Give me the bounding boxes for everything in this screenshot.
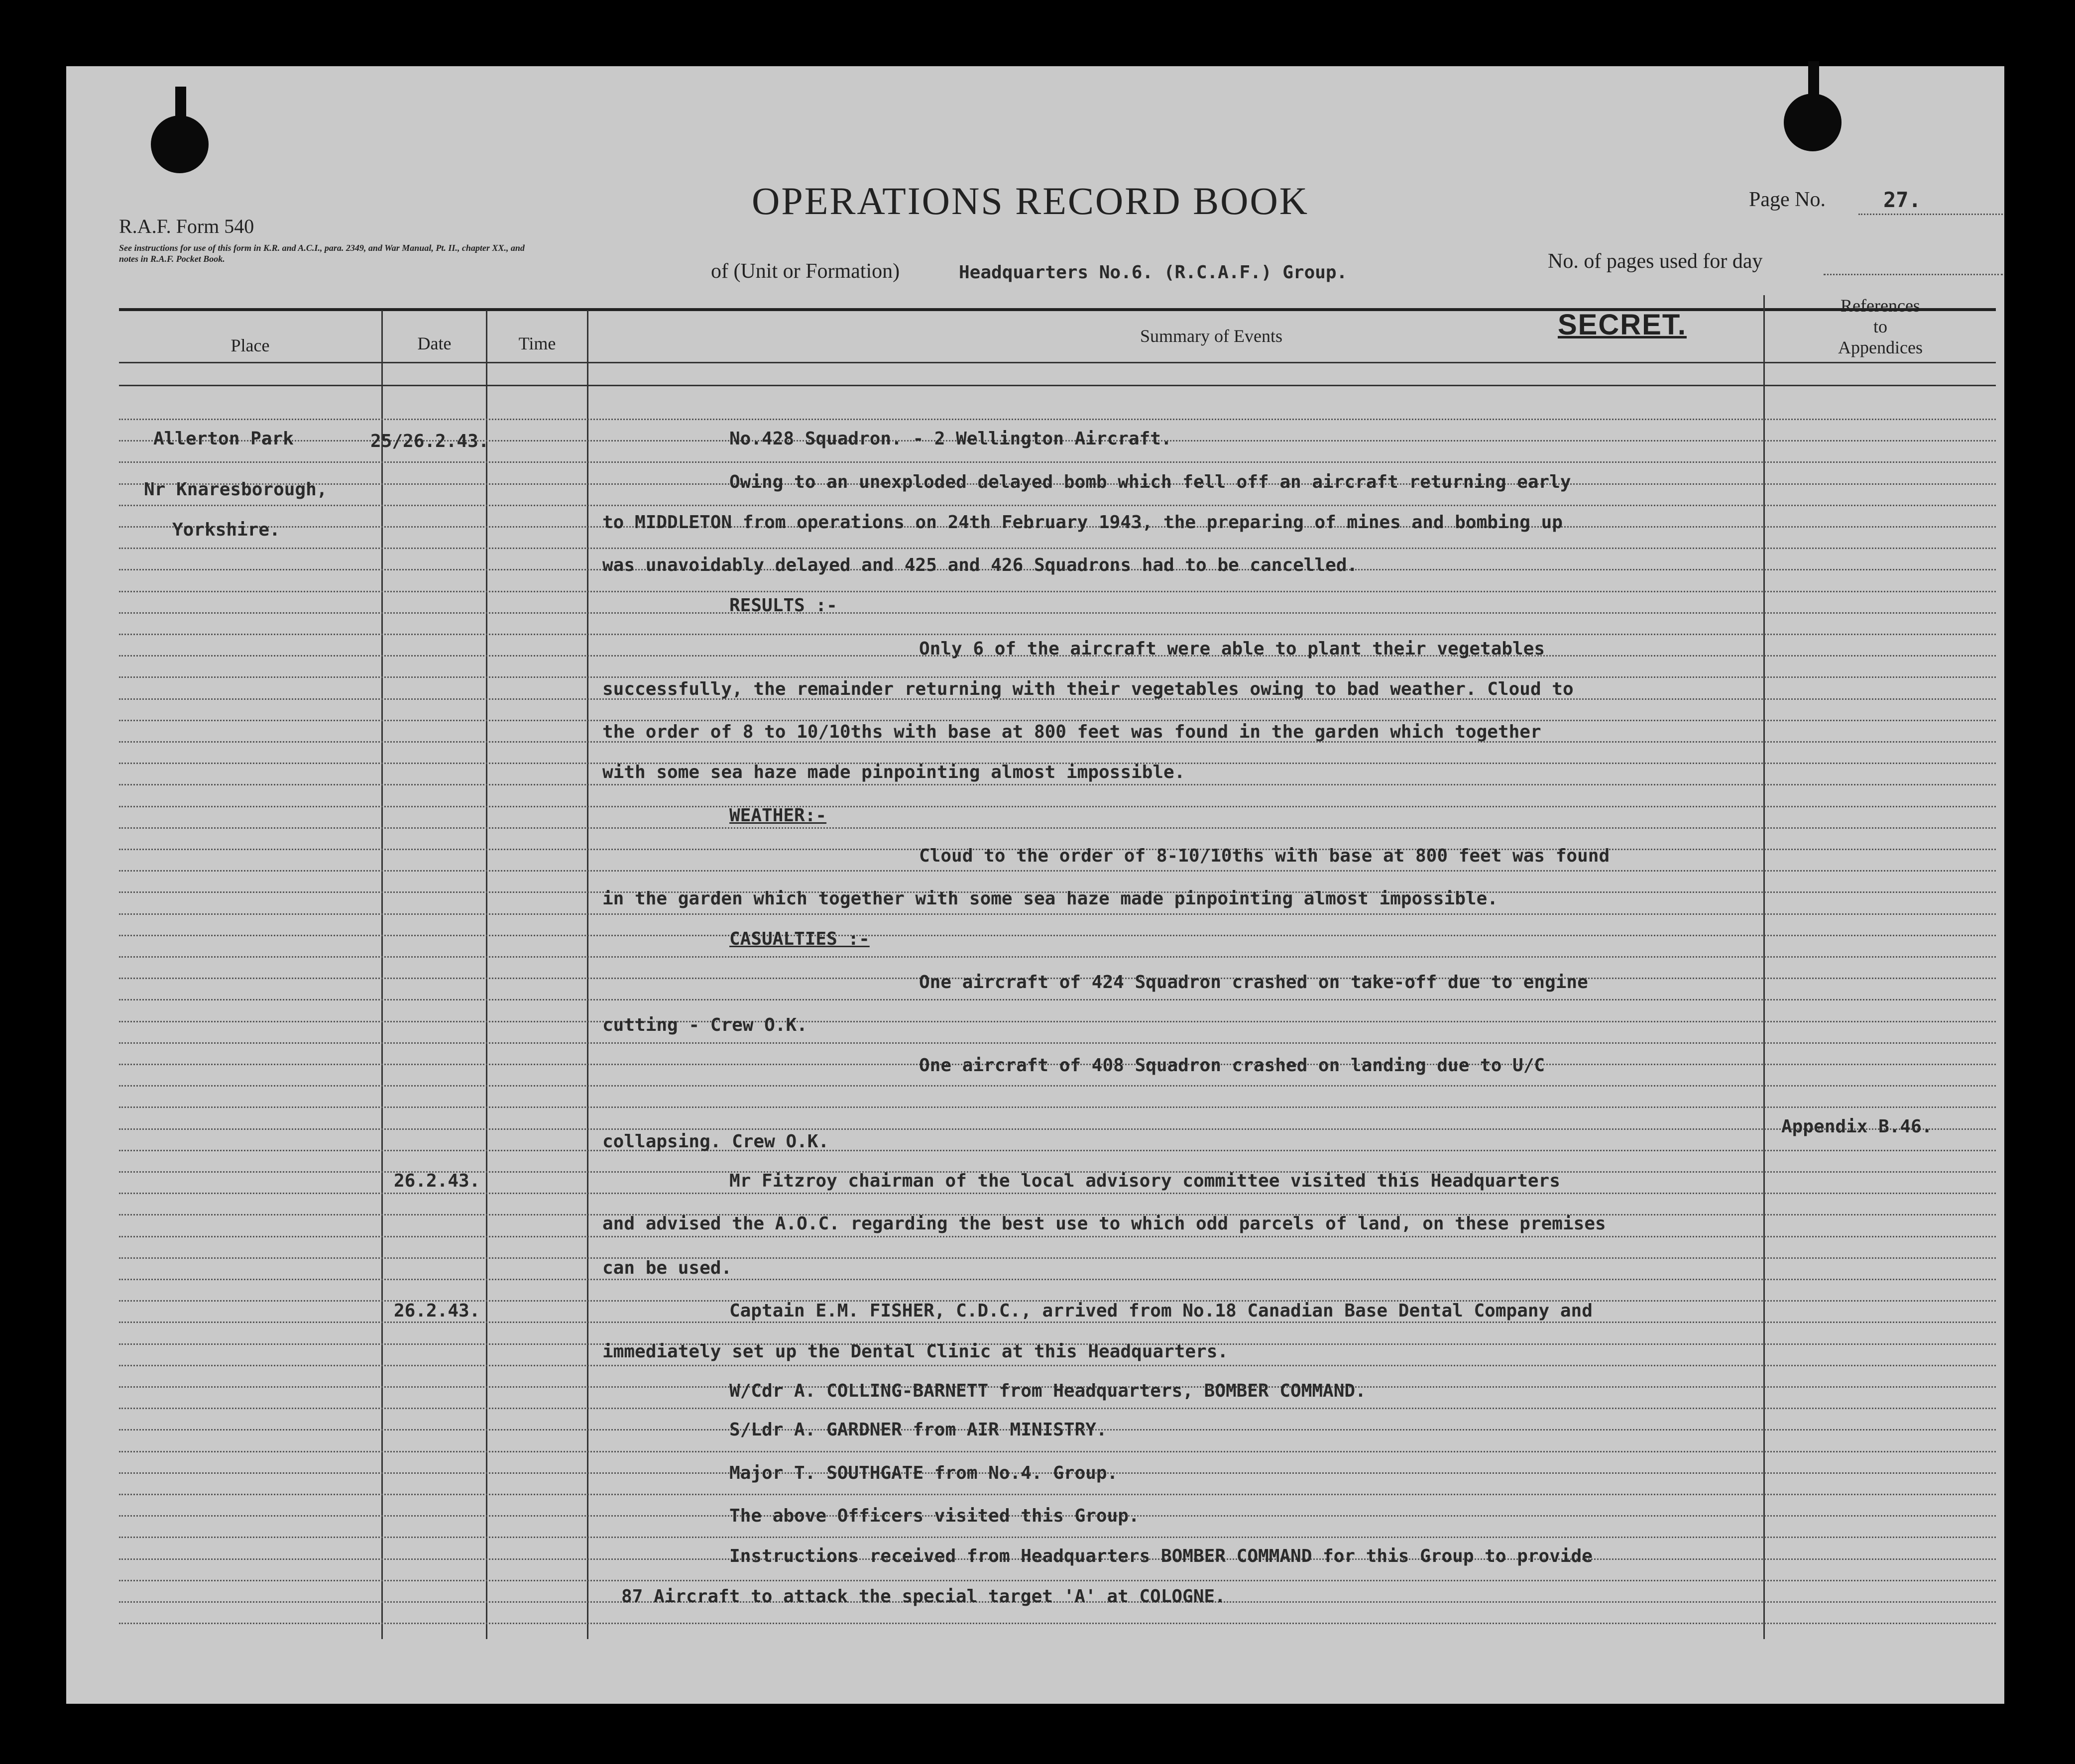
ruled-line	[119, 1021, 1996, 1022]
body-rule-top	[119, 385, 1996, 386]
ruled-line	[119, 1042, 1996, 1044]
place-line: Yorkshire.	[172, 520, 280, 540]
ruled-line	[119, 676, 1996, 678]
ruled-line	[119, 1322, 1996, 1323]
ruled-line	[119, 1150, 1996, 1151]
summary-line: RESULTS :-	[729, 595, 837, 616]
page-no-line	[1858, 214, 2003, 215]
summary-line: Owing to an unexploded delayed bomb which fell off an aircraft returning early	[729, 472, 1571, 492]
summary-line: and advised the A.O.C. regarding the best use to which odd parcels of land, on these premises	[602, 1213, 1606, 1234]
col-divider-place	[381, 310, 383, 1639]
summary-line: Captain E.M. FISHER, C.D.C., arrived from No.18 Canadian Base Dental Company and	[729, 1301, 1593, 1321]
col-divider-summary	[1763, 295, 1765, 1639]
ruled-line	[119, 1279, 1996, 1280]
classification-stamp: SECRET.	[1558, 309, 1687, 341]
summary-line: was unavoidably delayed and 425 and 426 Squadrons had to be cancelled.	[602, 555, 1358, 575]
page-no-label: Page No.	[1749, 188, 1826, 211]
summary-line: with some sea haze made pinpointing almost impossible.	[602, 762, 1185, 782]
ruled-line	[119, 870, 1996, 872]
date-entry: 25/26.2.43.	[370, 431, 489, 451]
ruled-line	[119, 1408, 1996, 1409]
ruled-line	[119, 784, 1996, 785]
instruction-note: See instructions for use of this form in K.R. and A.C.I., para. 2349, and War Manual, Pt. II., chapter XX., and notes in R.A.F. Pocket Book.	[119, 243, 525, 264]
binder-hole-right	[1784, 94, 1842, 151]
ruled-line	[119, 634, 1996, 635]
summary-line: S/Ldr A. GARDNER from AIR MINISTRY.	[729, 1420, 1107, 1440]
header-rule-top	[119, 308, 1996, 311]
ruled-line	[119, 1494, 1996, 1495]
pages-used-line	[1824, 274, 2003, 275]
summary-line: successfully, the remainder returning with their vegetables owing to bad weather. Cloud to	[602, 679, 1574, 699]
date-entry: 26.2.43.	[394, 1171, 480, 1191]
ruled-line	[119, 1365, 1996, 1366]
ruled-line	[119, 419, 1996, 420]
col-head-time: Time	[518, 333, 556, 353]
col-head-references-3: Appendices	[1838, 337, 1923, 357]
summary-line: Only 6 of the aircraft were able to plant their vegetables	[919, 639, 1545, 659]
ruled-line	[119, 956, 1996, 958]
ruled-line	[119, 1128, 1996, 1130]
summary-line: the order of 8 to 10/10ths with base at 800 feet was found in the garden which together	[602, 722, 1541, 742]
ruled-line	[119, 720, 1996, 721]
page-title: OPERATIONS RECORD BOOK	[752, 179, 1309, 222]
ruled-line	[119, 1623, 1996, 1624]
summary-line: Cloud to the order of 8-10/10ths with base at 800 feet was found	[919, 846, 1610, 866]
col-head-date: Date	[417, 333, 452, 353]
form-sheet	[66, 66, 2004, 1704]
summary-line: One aircraft of 408 Squadron crashed on landing due to U/C	[919, 1055, 1545, 1076]
ruled-line	[119, 1451, 1996, 1452]
ruled-line	[119, 1580, 1996, 1581]
ruled-line	[119, 461, 1996, 463]
ruled-line	[119, 612, 1996, 614]
col-head-references-2: to	[1873, 317, 1887, 336]
unit-value: Headquarters No.6. (R.C.A.F.) Group.	[959, 262, 1348, 283]
summary-line: One aircraft of 424 Squadron crashed on take-off due to engine	[919, 972, 1588, 992]
summary-line: can be used.	[602, 1258, 732, 1278]
summary-line: The above Officers visited this Group.	[729, 1506, 1140, 1526]
summary-heading: WEATHER:-	[729, 805, 827, 826]
summary-line: in the garden which together with some sea haze made pinpointing almost impossible.	[602, 888, 1498, 909]
summary-line: collapsing. Crew O.K.	[602, 1131, 829, 1152]
summary-line: Instructions received from Headquarters BOMBER COMMAND for this Group to provide	[729, 1546, 1593, 1566]
col-divider-time	[587, 310, 588, 1639]
summary-line: W/Cdr A. COLLING-BARNETT from Headquarters, BOMBER COMMAND.	[729, 1381, 1366, 1401]
pages-used-label: No. of pages used for day	[1548, 250, 1763, 273]
ruled-line	[119, 548, 1996, 549]
date-entry: 26.2.43.	[394, 1301, 480, 1321]
ruled-line	[119, 1257, 1996, 1259]
summary-line: No.428 Squadron. - 2 Wellington Aircraft.	[729, 429, 1172, 449]
place-line: Nr Knaresborough,	[144, 479, 328, 500]
form-name: R.A.F. Form 540	[119, 215, 254, 237]
summary-line: cutting - Crew O.K.	[602, 1015, 807, 1035]
ruled-line	[119, 1537, 1996, 1538]
header-rule-bottom	[119, 362, 1996, 363]
summary-line: 87 Aircraft to attack the special target 'A' at COLOGNE.	[621, 1586, 1226, 1607]
binder-hole-left	[151, 115, 209, 173]
ruled-line	[119, 913, 1996, 915]
ruled-line	[119, 999, 1996, 1000]
col-divider-date	[486, 310, 487, 1639]
ruled-line	[119, 591, 1996, 592]
ruled-line	[119, 1193, 1996, 1194]
ruled-line	[119, 935, 1996, 936]
ruled-line	[119, 1236, 1996, 1237]
summary-line: Major T. SOUTHGATE from No.4. Group.	[729, 1463, 1118, 1483]
ruled-line	[119, 806, 1996, 807]
col-head-summary: Summary of Events	[1140, 326, 1282, 346]
ruled-line	[119, 827, 1996, 829]
ruled-line	[119, 1085, 1996, 1087]
unit-label: of (Unit or Formation)	[711, 260, 900, 283]
col-head-references-1: References	[1841, 296, 1920, 316]
summary-line: to MIDDLETON from operations on 24th February 1943, the preparing of mines and bombing up	[602, 512, 1563, 533]
place-line: Allerton Park	[153, 429, 294, 449]
col-head-place: Place	[231, 335, 270, 355]
summary-line: Mr Fitzroy chairman of the local advisory committee visited this Headquarters	[729, 1171, 1560, 1191]
appendix-reference: Appendix B.46.	[1781, 1116, 1933, 1137]
ruled-line	[119, 1106, 1996, 1108]
page-no-value: 27.	[1883, 188, 1921, 212]
ruled-line	[119, 505, 1996, 506]
summary-heading: CASUALTIES :-	[729, 929, 870, 949]
summary-line: immediately set up the Dental Clinic at this Headquarters.	[602, 1341, 1229, 1362]
